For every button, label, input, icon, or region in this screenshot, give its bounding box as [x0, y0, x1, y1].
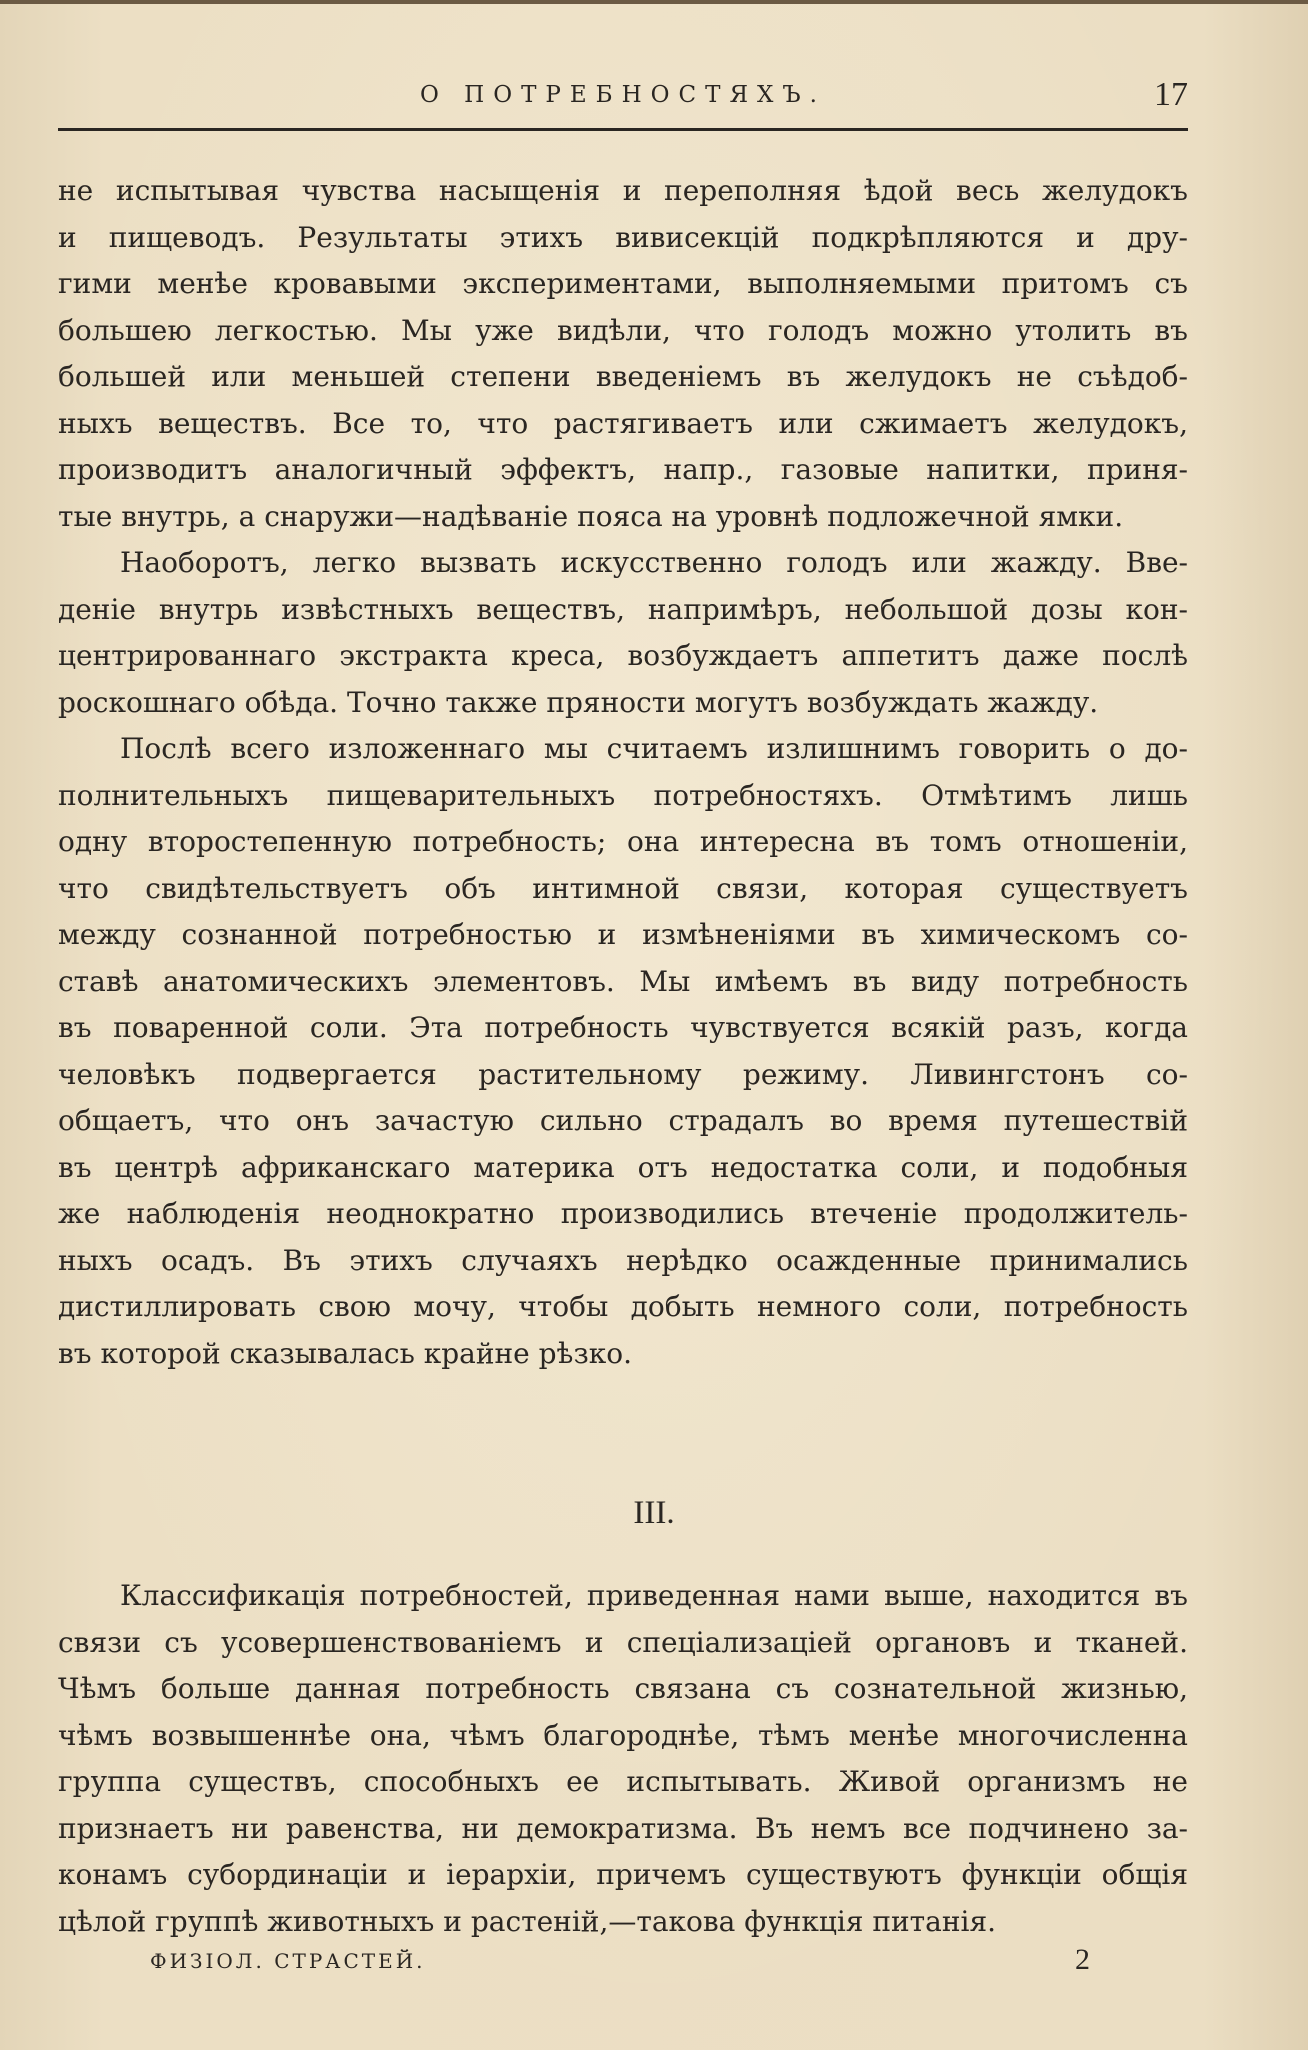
text-line: человѣкъ подвергается растительному режиму. Ливингстонъ со- — [58, 1057, 1188, 1091]
text-line: цѣлой группѣ животныхъ и растеній,—такова функція питанія. — [58, 1904, 997, 1938]
text-line: ныхъ веществъ. Все то, что растягиваетъ или сжимаетъ желудокъ, — [58, 406, 1188, 440]
text-line: въ поваренной соли. Эта потребность чувствуется всякій разъ, когда — [58, 1011, 1188, 1044]
text-line: Послѣ всего изложеннаго мы считаемъ излишнимъ говорить о до- — [120, 732, 1188, 765]
text-line: что свидѣтельствуетъ объ интимной связи, которая существуетъ — [58, 871, 1188, 905]
text-line: роскошнаго обѣда. Точно также пряности могутъ возбуждать жажду. — [58, 685, 1099, 719]
text-line: центрированнаго экстракта креса, возбуждаетъ аппетитъ даже послѣ — [58, 639, 1188, 672]
text-line: Чѣмъ больше данная потребность связана съ сознательной жизнью, — [58, 1672, 1188, 1705]
text-line: Классификація потребностей, приведенная нами выше, находится въ — [120, 1579, 1188, 1612]
page-footer — [150, 1945, 1090, 1985]
printer-signature: ФИЗІОЛ. СТРАСТЕЙ. — [150, 1949, 426, 1973]
text-line: ныхъ осадъ. Въ этихъ случаяхъ нерѣдко осажденные принимались — [58, 1243, 1188, 1277]
text-line: не испытывая чувства насыщенія и переполняя ѣдой весь желудокъ — [58, 174, 1188, 207]
text-line: признаетъ ни равенства, ни демократизма. Въ немъ все подчинено за- — [58, 1811, 1188, 1845]
text-line: тые внутрь, а снаружи—надѣваніе пояса на уровнѣ подложечной ямки. — [58, 499, 1124, 533]
text-line: большею легкостью. Мы уже видѣли, что голодъ можно утолить въ — [58, 313, 1188, 347]
text-line: между сознанной потребностью и измѣненіями въ химическомъ со- — [58, 918, 1188, 951]
text-line: связи съ усовершенствованіемъ и спеціализаціей органовъ и тканей. — [58, 1625, 1188, 1659]
running-head: О ПОТРЕБНОСТЯХЪ. — [420, 82, 826, 108]
main-text — [58, 168, 1188, 1377]
section-number: III. — [633, 1495, 675, 1531]
signature-number: 2 — [1075, 1943, 1090, 1976]
text-line: общаетъ, что онъ зачастую сильно страдалъ во время путешествій — [58, 1104, 1188, 1137]
section-text — [58, 1573, 1188, 1945]
header-rule — [58, 128, 1188, 131]
text-line: въ центрѣ африканскаго материка отъ недостатка соли, и подобныя — [58, 1150, 1188, 1184]
text-line: деніе внутрь извѣстныхъ веществъ, напримѣръ, небольшой дозы кон- — [58, 592, 1188, 626]
text-line: одну второстепенную потребность; она интересна въ томъ отношеніи, — [58, 825, 1188, 858]
text-line: Наоборотъ, легко вызвать искусственно голодъ или жажду. Вве- — [120, 546, 1188, 579]
text-line: полнительныхъ пищеварительныхъ потребностяхъ. Отмѣтимъ лишь — [58, 778, 1188, 812]
page-top-edge — [0, 0, 1308, 4]
text-line: и пищеводъ. Результаты этихъ вивисекцій подкрѣпляются и дру- — [58, 220, 1188, 254]
text-line: же наблюденія неоднократно производились втеченіе продолжитель- — [58, 1197, 1188, 1230]
text-line: производитъ аналогичный эффектъ, напр., газовые напитки, приня- — [58, 453, 1188, 486]
text-line: большей или меньшей степени введеніемъ въ желудокъ не съѣдоб- — [58, 360, 1188, 393]
text-line: ставѣ анатомическихъ элементовъ. Мы имѣемъ въ виду потребность — [58, 964, 1188, 998]
text-line: конамъ субординаціи и іерархіи, причемъ существуютъ функціи общія — [58, 1858, 1188, 1891]
text-line: гими менѣе кровавыми экспериментами, выполняемыми притомъ съ — [58, 267, 1188, 300]
text-line: въ которой сказывалась крайне рѣзко. — [58, 1336, 632, 1370]
text-line: дистиллировать свою мочу, чтобы добыть немного соли, потребность — [58, 1290, 1188, 1323]
page-number: 17 — [1154, 76, 1188, 113]
text-line: чѣмъ возвышеннѣе она, чѣмъ благороднѣе, тѣмъ менѣе многочисленна — [58, 1718, 1188, 1752]
page-header — [58, 78, 1188, 128]
text-line: группа существъ, способныхъ ее испытывать. Живой организмъ не — [58, 1765, 1188, 1798]
